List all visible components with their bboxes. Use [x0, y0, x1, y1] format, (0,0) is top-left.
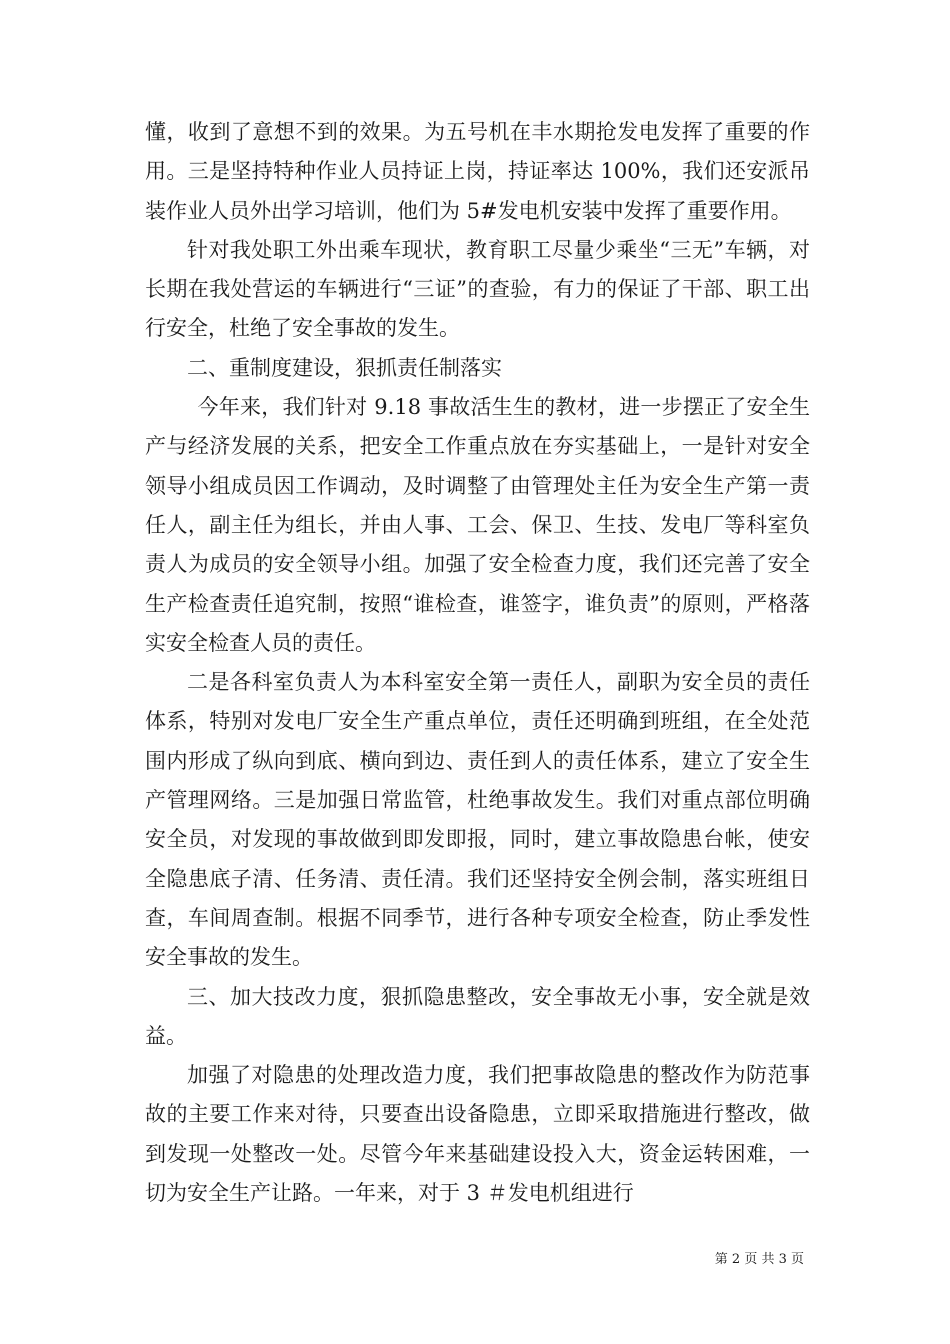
paragraph-3: 今年来，我们针对 9.18 事故活生生的教材，进一步摆正了安全生产与经济发展的关系，把安全工作重点放在夯实基础上，一是针对安全领导小组成员因工作调动，及时调整了由管理处主任为安全生产第一责任人，副主任为组长，并由人事、工会、保卫、生技、发电厂等科室负责人为成员的安全领导小组。加强了安全检查力度，我们还完善了安全生产检查责任追究制，按照“谁检查，谁签字，谁负责”的原则，严格落实安全检查人员的责任。 — [145, 395, 810, 655]
paragraph-4: 二是各科室负责人为本科室安全第一责任人，副职为安全员的责任体系，特别对发电厂安全生产重点单位，责任还明确到班组，在全处范围内形成了纵向到底、横向到边、责任到人的责任体系，建立了安全生产管理网络。三是加强日常监管，杜绝事故发生。我们对重点部位明确安全员，对发现的事故做到即发即报，同时，建立事故隐患台帐，使安全隐患底子清、任务清、责任清。我们还坚持安全例会制，落实班组日查，车间周查制。根据不同季节，进行各种专项安全检查，防止季发性安全事故的发生。 — [145, 670, 810, 970]
section-heading-2: 二、重制度建设，狠抓责任制落实 — [187, 355, 502, 380]
page-number: 第 2 页 共 3 页 — [714, 1252, 804, 1267]
paragraph-2: 针对我处职工外出乘车现状，教育职工尽量少乘坐“三无”车辆，对长期在我处营运的车辆进行“三证”的查验，有力的保证了干部、职工出行安全，杜绝了安全事故的发生。 — [145, 237, 810, 341]
paragraph-1: 懂，收到了意想不到的效果。为五号机在丰水期抢发电发挥了重要的作用。三是坚持特种作业人员持证上岗，持证率达 100%，我们还安派吊装作业人员外出学习培训，他们为 5#发电机安装中发挥了重要作用。 — [145, 120, 810, 223]
section-heading-3: 三、加大技改力度，狠抓隐患整改，安全事故无小事，安全就是效益。 — [145, 984, 810, 1048]
document-body — [145, 113, 810, 1213]
paragraph-5: 加强了对隐患的处理改造力度，我们把事故隐患的整改作为防范事故的主要工作来对待，只要查出设备隐患，立即采取措施进行整改，做到发现一处整改一处。尽管今年来基础建设投入大，资金运转困难，一切为安全生产让路。一年来，对于 3 ＃发电机组进行 — [145, 1063, 810, 1206]
